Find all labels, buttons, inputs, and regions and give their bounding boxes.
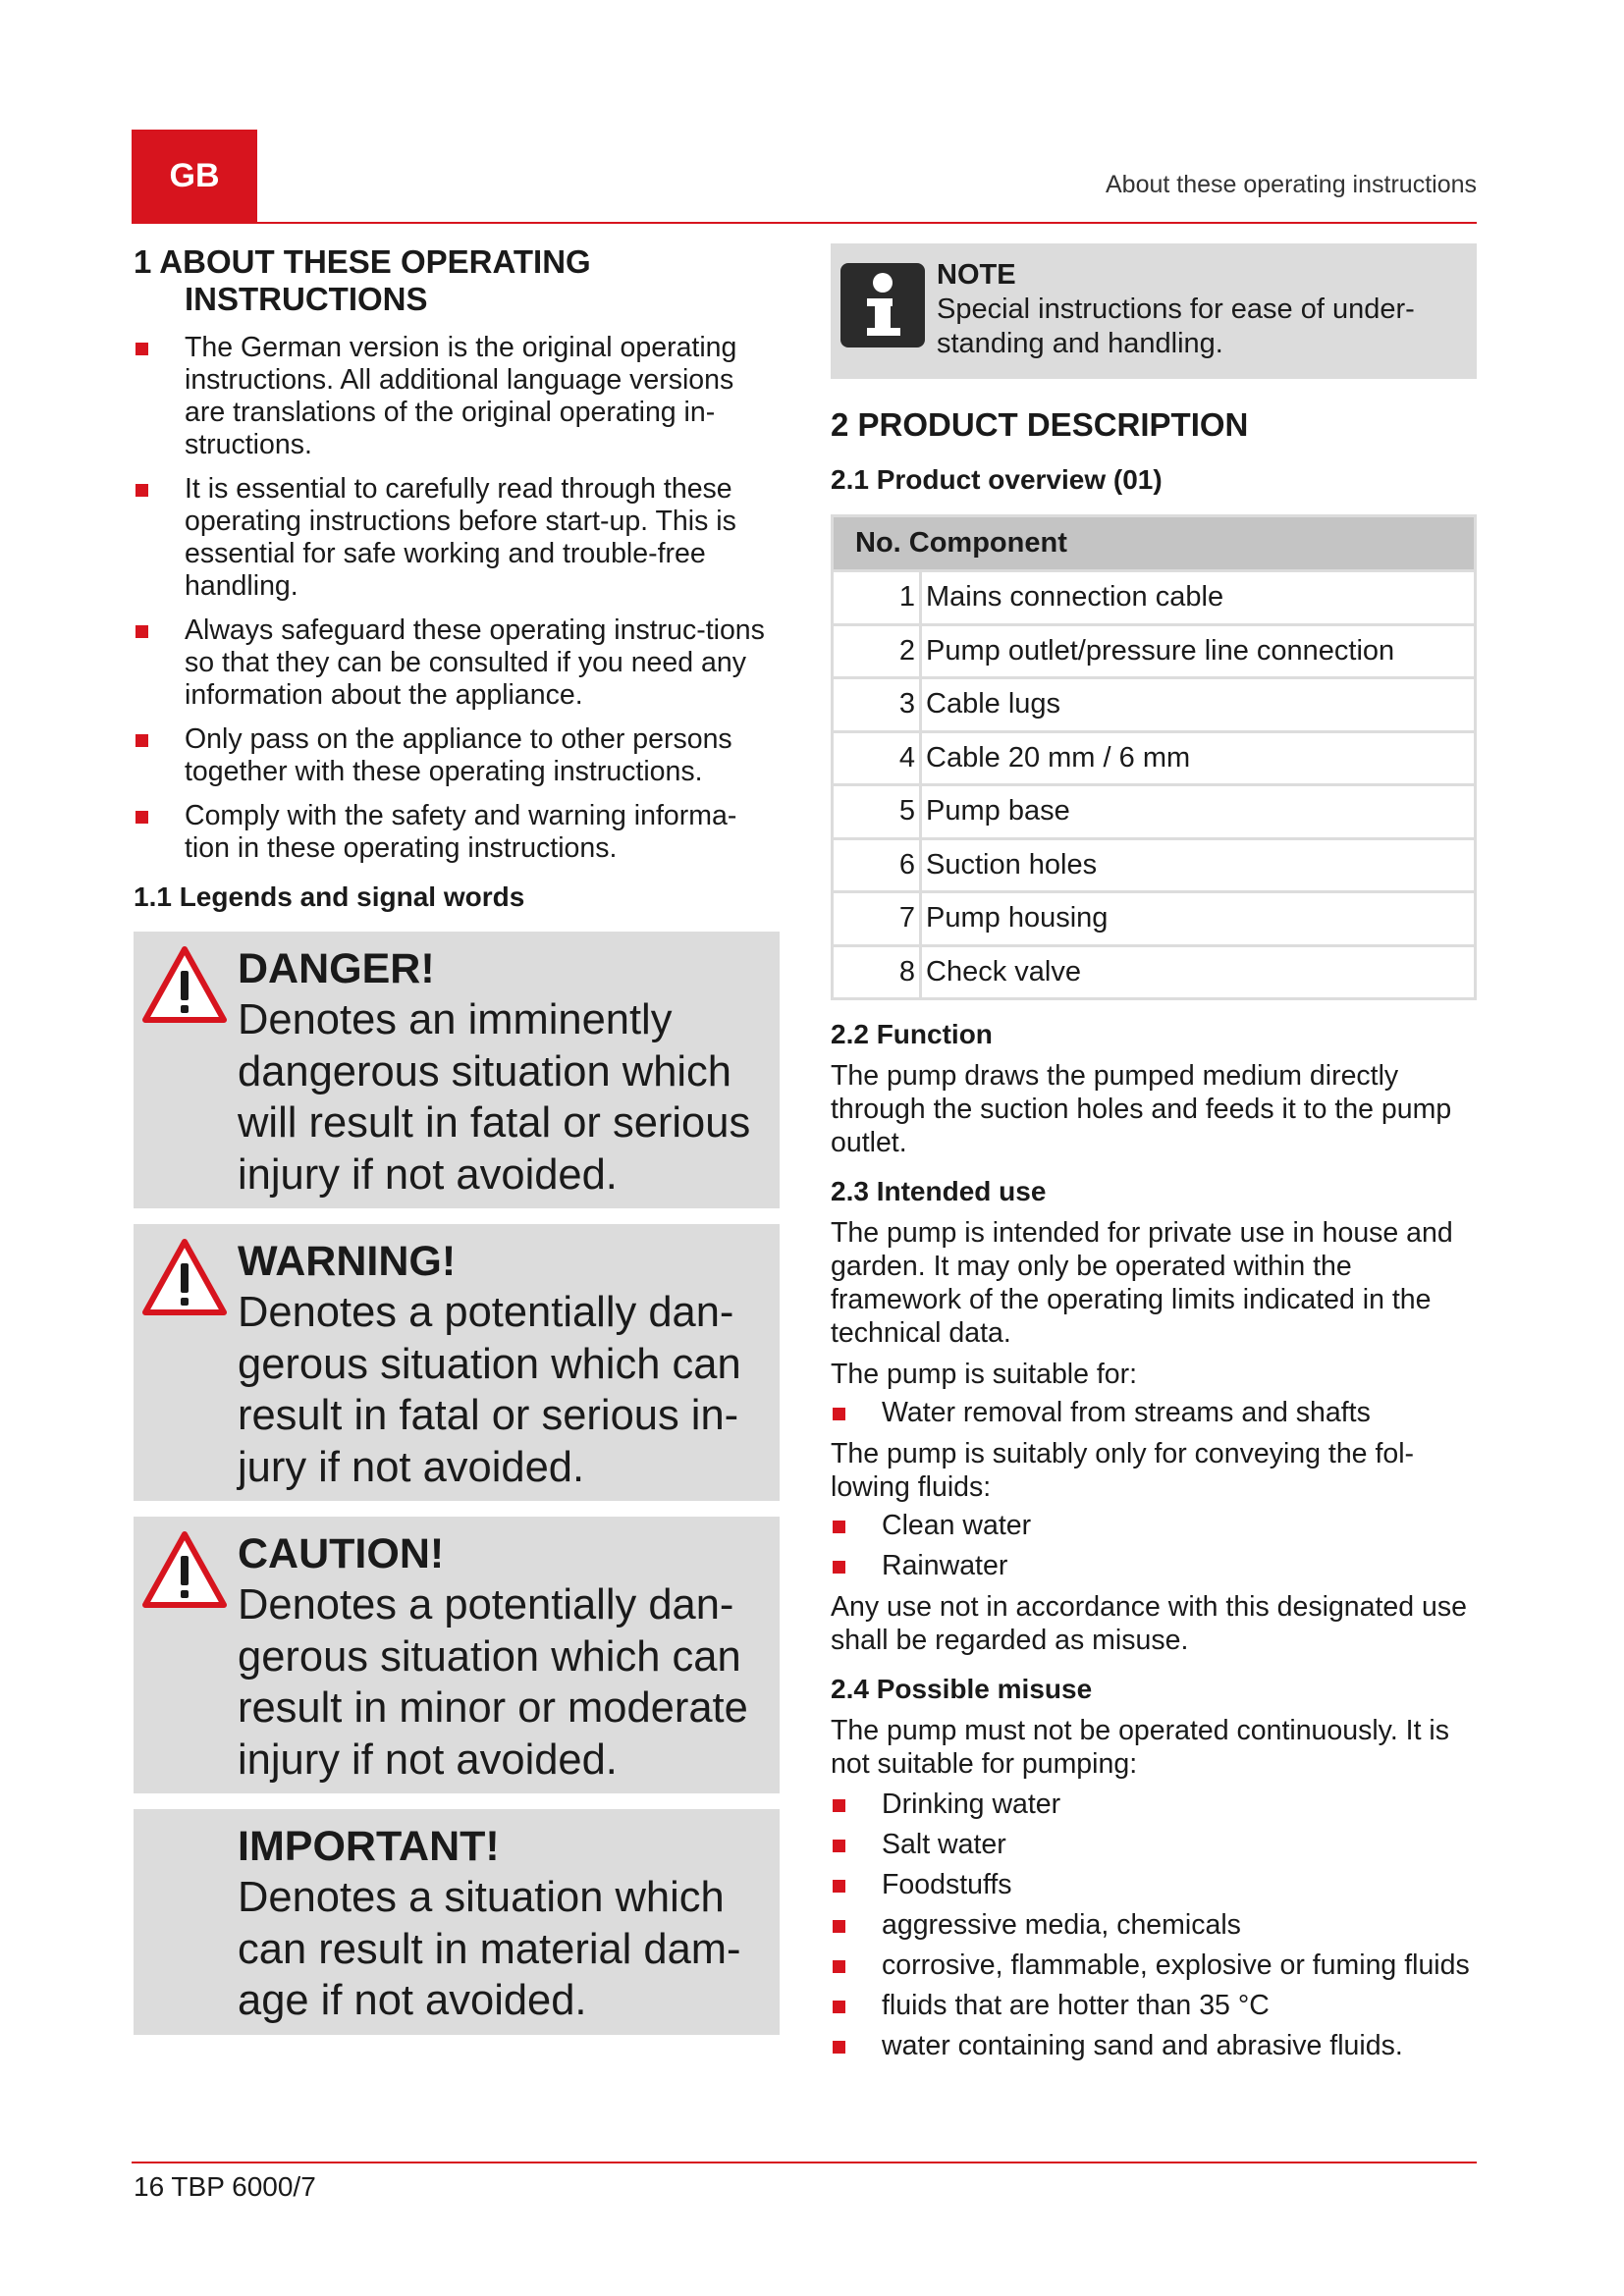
- bullet-square-icon: [135, 343, 148, 355]
- bullet-square-icon: [135, 734, 148, 747]
- intended-use-text: The pump is intended for private use in house and garden. It may only be operated within the framework of the operating limits indicated in the technical data.: [831, 1217, 1453, 1349]
- bullet-square-icon: [833, 1561, 845, 1574]
- warning-text: Denotes a potentially dan-gerous situation which can result in fatal or serious in-jury if not avoided.: [238, 1289, 741, 1491]
- list-item: Salt water: [831, 1829, 1477, 1861]
- note-text: Special instructions for ease of under-standing and handling.: [937, 294, 1415, 359]
- header-divider: [132, 222, 1477, 224]
- function-text: The pump draws the pumped medium directly through the suction holes and feeds it to the pump outlet.: [831, 1060, 1452, 1158]
- misuse-definition-text: Any use not in accordance with this designated use shall be regarded as misuse.: [831, 1591, 1467, 1656]
- list-item: Only pass on the appliance to other persons together with these operating instructions.: [134, 723, 780, 788]
- language-tab: GB: [132, 130, 257, 222]
- table-header-row: [833, 516, 1476, 571]
- section-1-title-line2: INSTRUCTIONS: [185, 281, 428, 317]
- warning-triangle-icon: [141, 1238, 228, 1316]
- list-item: Always safeguard these operating instruc-tions so that they can be consulted if you need any information about the appliance.: [134, 614, 780, 712]
- table-row: 5 Pump base: [833, 785, 1476, 839]
- right-column: [831, 243, 1477, 2070]
- danger-title: DANGER!: [238, 945, 435, 992]
- note-box: [831, 243, 1477, 379]
- possible-misuse-list: [831, 1789, 1477, 2062]
- bullet-square-icon: [135, 625, 148, 638]
- info-icon: [840, 263, 925, 347]
- intended-use-subtitle: 2.3 Intended use: [831, 1176, 1047, 1206]
- important-box: [134, 1809, 780, 2035]
- list-item: Clean water: [831, 1510, 1477, 1542]
- footer-divider: [132, 2162, 1477, 2163]
- possible-misuse-subtitle: 2.4 Possible misuse: [831, 1674, 1093, 1704]
- important-title: IMPORTANT!: [238, 1823, 500, 1870]
- suitable-for-text: The pump is suitable for:: [831, 1359, 1138, 1390]
- table-row: 4 Cable 20 mm / 6 mm: [833, 731, 1476, 785]
- warning-triangle-icon: [141, 945, 228, 1024]
- table-row: 6 Suction holes: [833, 838, 1476, 892]
- running-header: About these operating instructions: [1105, 171, 1477, 198]
- table-row: 3 Cable lugs: [833, 678, 1476, 732]
- bullet-square-icon: [833, 1840, 845, 1852]
- list-item: Foodstuffs: [831, 1869, 1477, 1901]
- bullet-square-icon: [833, 1920, 845, 1933]
- section-1-bullet-list: [134, 332, 780, 865]
- bullet-square-icon: [135, 484, 148, 497]
- bullet-square-icon: [833, 2041, 845, 2054]
- table-row: 1 Mains connection cable: [833, 571, 1476, 625]
- bullet-square-icon: [833, 1960, 845, 1973]
- warning-title: WARNING!: [238, 1238, 457, 1285]
- list-item: Rainwater: [831, 1550, 1477, 1582]
- list-item: Drinking water: [831, 1789, 1477, 1821]
- possible-misuse-text: The pump must not be operated continuously. It is not suitable for pumping:: [831, 1715, 1449, 1780]
- bullet-square-icon: [833, 1799, 845, 1812]
- caution-text: Denotes a potentially dan-gerous situation which can result in minor or moderate injury if not avoided.: [238, 1581, 748, 1784]
- page-footer: 16 TBP 6000/7: [134, 2171, 316, 2202]
- fluids-list: [831, 1510, 1477, 1582]
- caution-box: [134, 1517, 780, 1793]
- list-item: aggressive media, chemicals: [831, 1909, 1477, 1942]
- list-item: The German version is the original operating instructions. All additional language versions are translations of the original operating in-structions.: [134, 332, 780, 461]
- list-item: water containing sand and abrasive fluids.: [831, 2030, 1477, 2062]
- table-row: 7 Pump housing: [833, 892, 1476, 946]
- function-subtitle: 2.2 Function: [831, 1019, 993, 1049]
- left-column: [134, 243, 780, 2035]
- bullet-square-icon: [833, 1880, 845, 1893]
- section-1-title-line1: 1 ABOUT THESE OPERATING: [134, 243, 591, 280]
- list-item: fluids that are hotter than 35 °C: [831, 1990, 1477, 2022]
- bullet-square-icon: [135, 811, 148, 824]
- fluids-text: The pump is suitably only for conveying the fol-lowing fluids:: [831, 1438, 1415, 1503]
- section-1-title: [134, 243, 780, 318]
- bullet-square-icon: [833, 1408, 845, 1420]
- note-title: NOTE: [937, 259, 1016, 291]
- table-header: No. Component: [833, 516, 1476, 571]
- warning-triangle-icon: [141, 1530, 228, 1609]
- danger-text: Denotes an imminently dangerous situation which will result in fatal or serious injury if not avoided.: [238, 996, 751, 1199]
- list-item: It is essential to carefully read through these operating instructions before start-up. This is essential for safe working and trouble-free handling.: [134, 473, 780, 603]
- legends-subtitle: 1.1 Legends and signal words: [134, 881, 525, 912]
- important-text: Denotes a situation which can result in material dam-age if not avoided.: [238, 1874, 741, 2024]
- section-2-title: 2 PRODUCT DESCRIPTION: [831, 406, 1249, 443]
- danger-box: [134, 932, 780, 1208]
- bullet-square-icon: [833, 2001, 845, 2013]
- table-row: 2 Pump outlet/pressure line connection: [833, 624, 1476, 678]
- bullet-square-icon: [833, 1521, 845, 1533]
- table-row: 8 Check valve: [833, 945, 1476, 999]
- product-overview-subtitle: 2.1 Product overview (01): [831, 464, 1163, 495]
- list-item: Water removal from streams and shafts: [831, 1397, 1477, 1429]
- list-item: corrosive, flammable, explosive or fuming fluids: [831, 1949, 1477, 1982]
- warning-box: [134, 1224, 780, 1501]
- caution-title: CAUTION!: [238, 1530, 445, 1577]
- component-table: [831, 514, 1477, 1000]
- suitable-for-list: [831, 1397, 1477, 1429]
- list-item: Comply with the safety and warning informa-tion in these operating instructions.: [134, 800, 780, 865]
